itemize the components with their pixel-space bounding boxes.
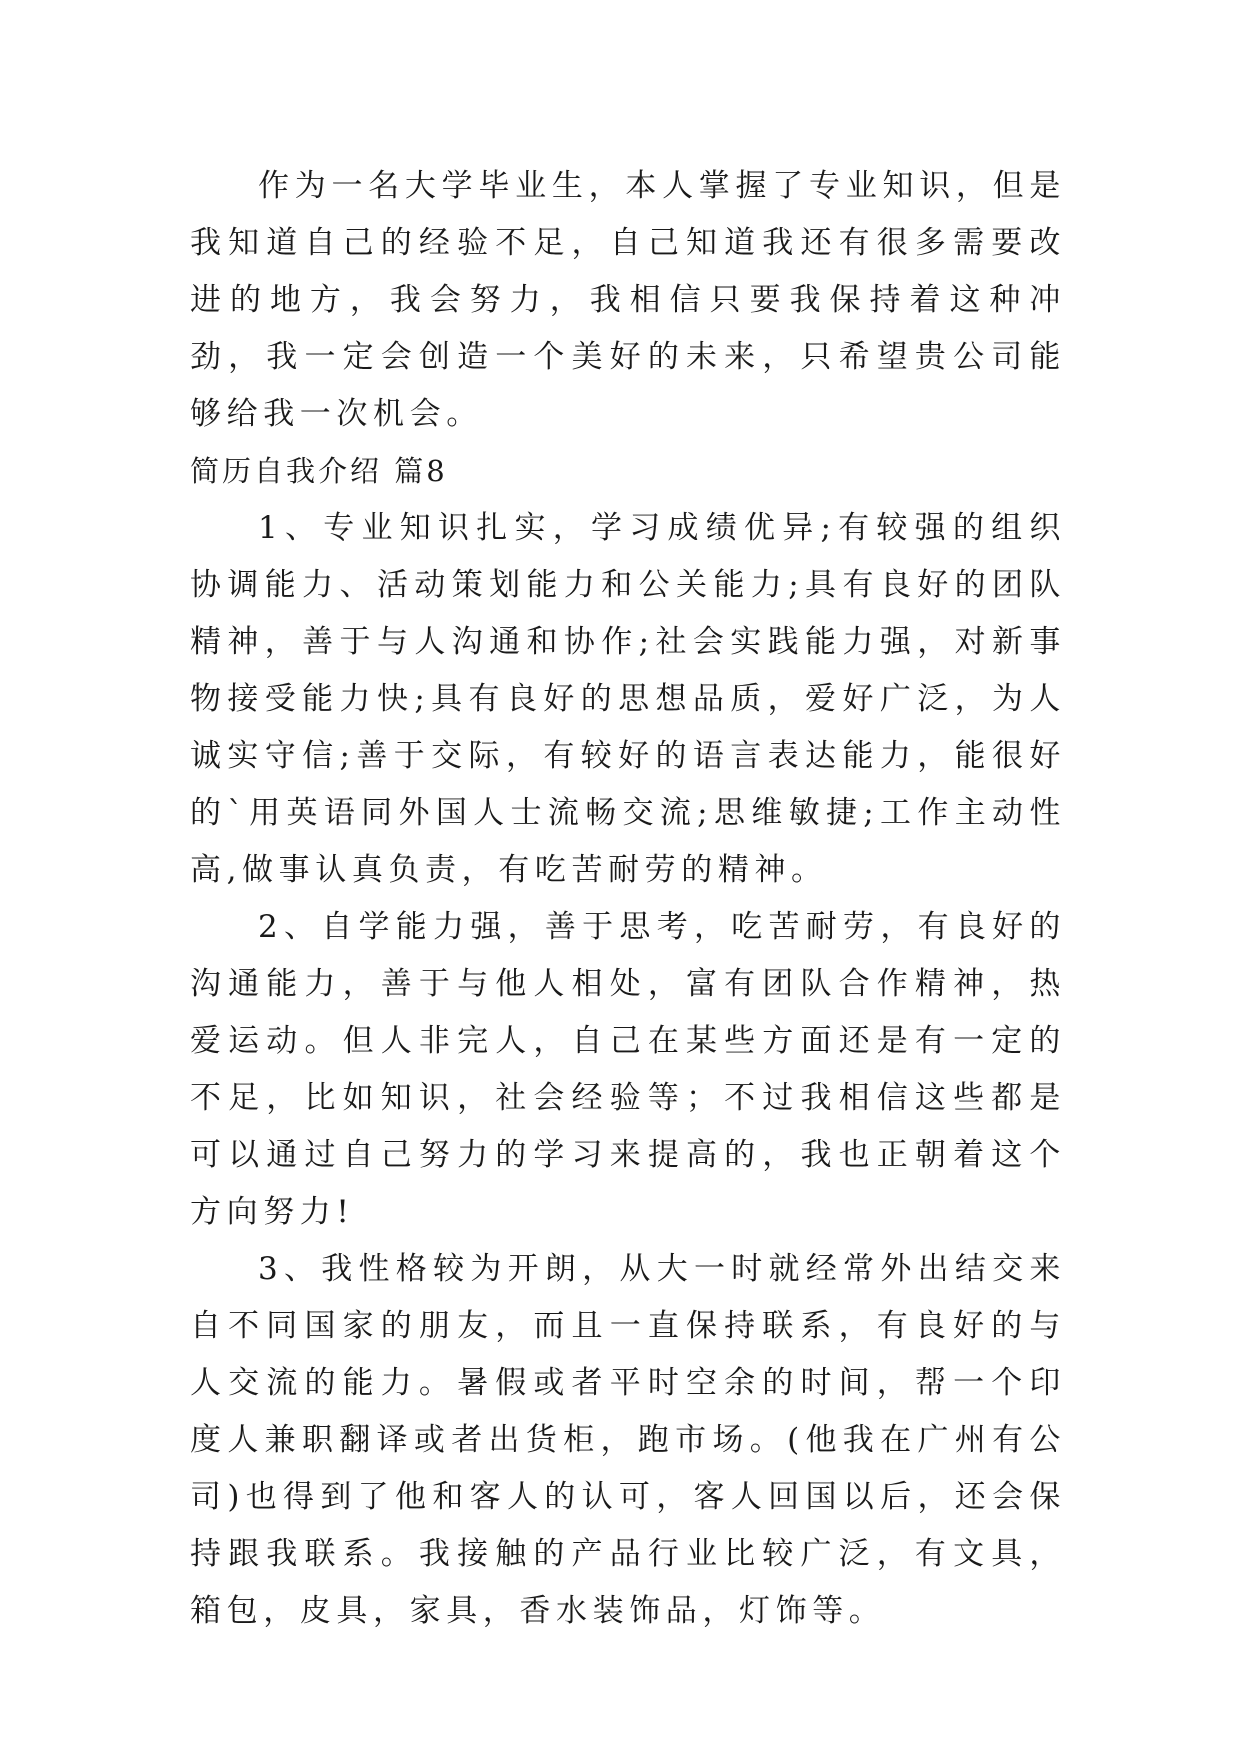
section-heading: 简历自我介绍 篇8 (190, 454, 448, 488)
paragraph-1: 1、专业知识扎实，学习成绩优异;有较强的组织协调能力、活动策划能力和公关能力;具有良好的团队精神，善于与人沟通和协作;社会实践能力强，对新事物接受能力快;具有良好的思想品质，爱好广泛，为人诚实守信;善于交际，有较好的语言表达能力，能很好的`用英语同外国人士流畅交流;思维敏捷;工作主动性高,做事认真负责，有吃苦耐劳的精神。 (190, 510, 1066, 888)
paragraph-2: 2、自学能力强，善于思考，吃苦耐劳，有良好的沟通能力，善于与他人相处，富有团队合作精神，热爱运动。但人非完人，自己在某些方面还是有一定的不足，比如知识，社会经验等；不过我相信这些都是可以通过自己努力的学习来提高的，我也正朝着这个方向努力! (190, 909, 1066, 1230)
paragraph-3: 3、我性格较为开朗，从大一时就经常外出结交来自不同国家的朋友，而且一直保持联系，有良好的与人交流的能力。暑假或者平时空余的时间，帮一个印度人兼职翻译或者出货柜，跑市场。(他我在广州有公司)也得到了他和客人的认可，客人回国以后，还会保持跟我联系。我接触的产品行业比较广泛，有文具，箱包，皮具，家具，香水装饰品，灯饰等。 (190, 1251, 1066, 1629)
intro-paragraph: 作为一名大学毕业生，本人掌握了专业知识，但是我知道自己的经验不足，自己知道我还有很多需要改进的地方，我会努力，我相信只要我保持着这种冲劲，我一定会创造一个美好的未来，只希望贵公司能够给我一次机会。 (190, 168, 1066, 432)
document-page (190, 158, 1066, 1640)
